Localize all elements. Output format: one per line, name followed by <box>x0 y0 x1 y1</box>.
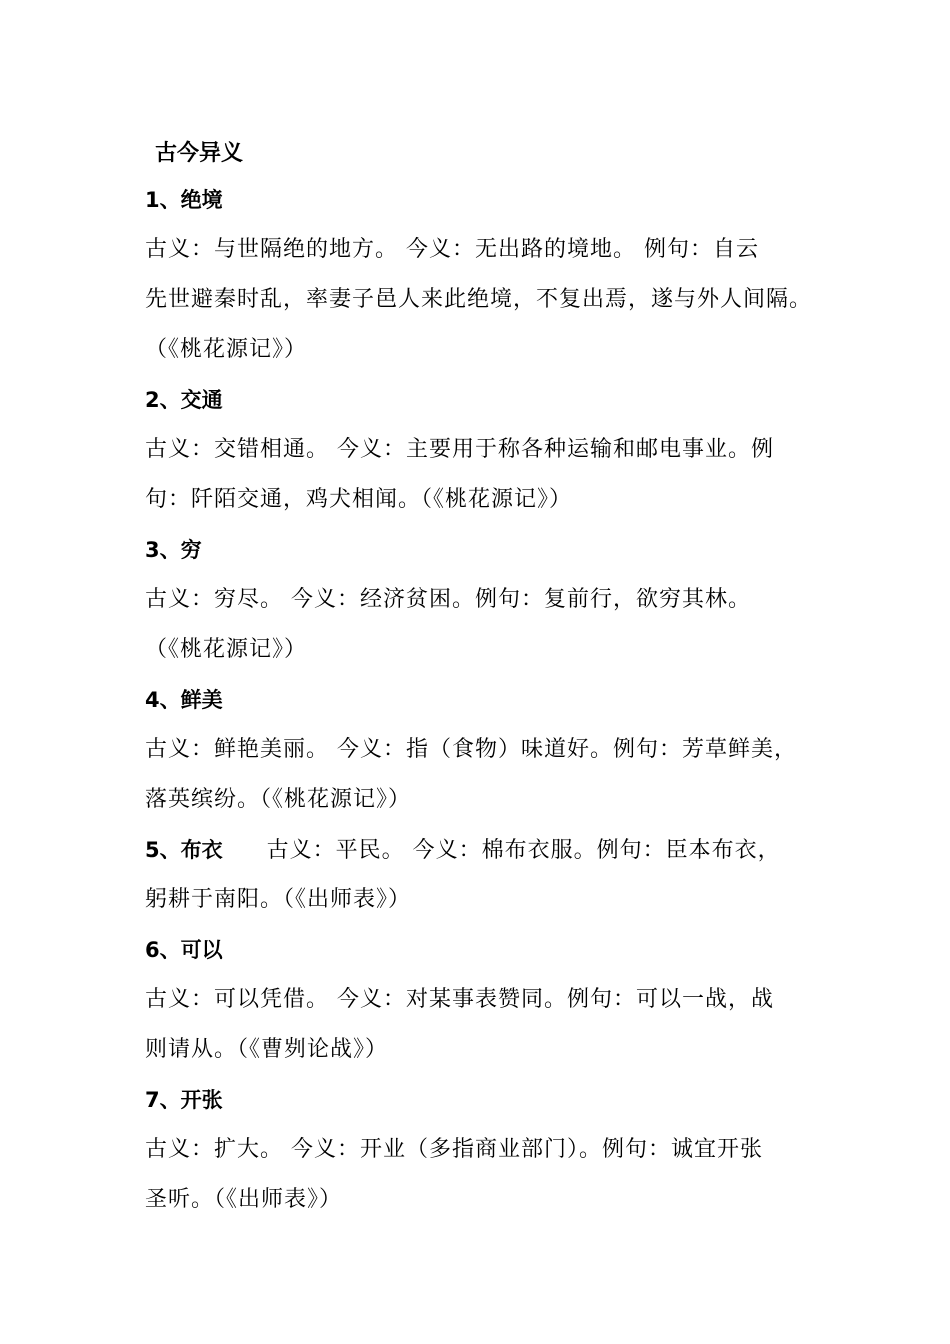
entry-heading: 1、绝境 <box>145 188 223 212</box>
entry-heading: 3、穷 <box>145 538 202 562</box>
entry-line: 古义：可以凭借。 今义：对某事表赞同。例句：可以一战，战 <box>145 987 774 1012</box>
entry-line: 躬耕于南阳。（《出师表》） <box>145 887 412 912</box>
entry-line: 古义：交错相通。 今义：主要用于称各种运输和邮电事业。例 <box>145 437 774 462</box>
entry-heading: 4、鲜美 <box>145 688 223 712</box>
entry-line: 圣听。（《出师表》） <box>145 1187 343 1212</box>
entry-line: （《桃花源记》） <box>145 337 308 362</box>
entry-heading-row <box>145 825 845 875</box>
entry-line: 古义：扩大。 今义：开业（多指商业部门）。例句：诚宜开张 <box>145 1137 763 1162</box>
entry-heading: 7、开张 <box>145 1088 223 1112</box>
entry-line: 古义：穷尽。 今义：经济贫困。例句：复前行，欲穷其林。 <box>145 587 751 612</box>
entry-heading: 2、交通 <box>145 388 223 412</box>
entry-line: 古义：与世隔绝的地方。 今义：无出路的境地。 例句：自云 <box>145 237 759 262</box>
entry-line: 落英缤纷。（《桃花源记》） <box>145 787 412 812</box>
document-title: 古今异义 <box>155 141 244 166</box>
entry-heading: 5、布衣 <box>145 838 223 862</box>
entry-inline-text: 古义：平民。 今义：棉布衣服。例句：臣本布衣， <box>266 838 781 863</box>
entry-heading: 6、可以 <box>145 938 223 962</box>
entry-7 <box>145 1075 845 1225</box>
entry-1 <box>145 175 845 375</box>
entry-5 <box>145 825 845 925</box>
entry-line: 则请从。（《曹刿论战》） <box>145 1037 389 1062</box>
entry-line: 句：阡陌交通，鸡犬相闻。（《桃花源记》） <box>145 487 573 512</box>
document-page <box>145 133 845 1225</box>
entry-line: 古义：鲜艳美丽。 今义：指（食物）味道好。例句：芳草鲜美， <box>145 737 797 762</box>
entry-2 <box>145 375 845 525</box>
entry-3 <box>145 525 845 675</box>
entry-6 <box>145 925 845 1075</box>
entry-line: 先世避秦时乱，率妻子邑人来此绝境，不复出焉，遂与外人间隔。 <box>145 287 813 312</box>
entry-4 <box>145 675 845 825</box>
entry-line: （《桃花源记》） <box>145 637 308 662</box>
